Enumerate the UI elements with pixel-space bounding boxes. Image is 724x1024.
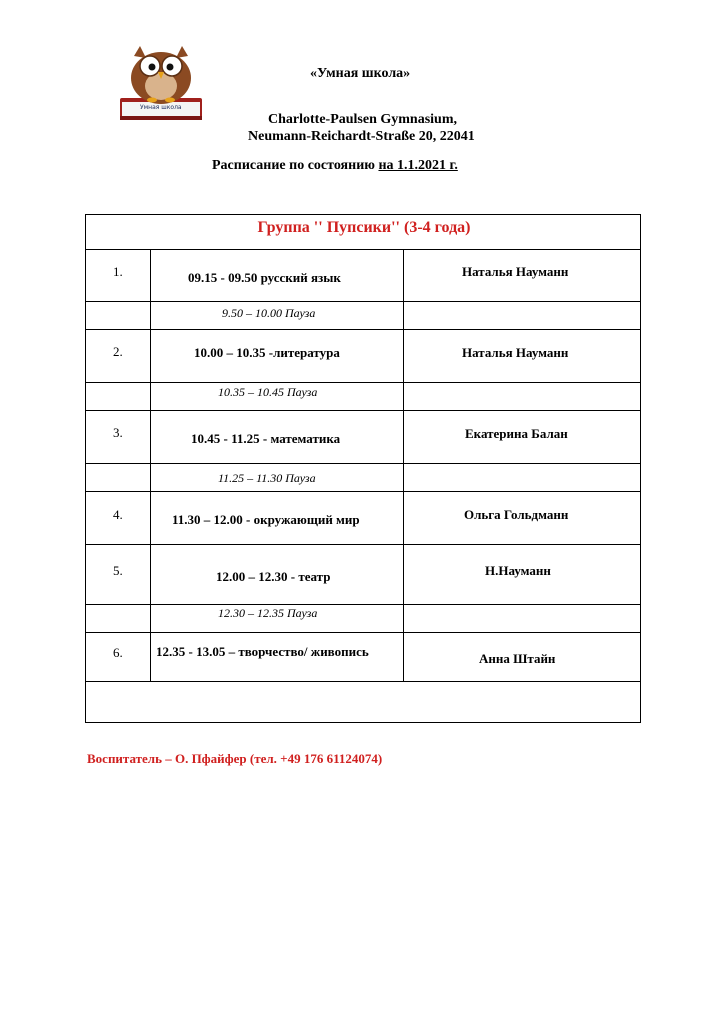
lesson-number: 1. [113, 264, 123, 279]
pause-row: 11.25 – 11.30 Пауза [218, 471, 316, 485]
column-divider [403, 249, 404, 681]
lesson-number: 3. [113, 425, 123, 440]
school-name: «Умная школа» [310, 66, 411, 81]
row-divider [86, 604, 640, 605]
row-divider [86, 544, 640, 545]
row-divider [86, 410, 640, 411]
lesson-time-subject: 09.15 - 09.50 русский язык [188, 270, 341, 285]
row-divider [86, 301, 640, 302]
teacher-name: Анна Штайн [479, 651, 556, 666]
lesson-number: 5. [113, 563, 123, 578]
row-divider [86, 463, 640, 464]
teacher-name: Наталья Науманн [462, 264, 569, 279]
lesson-number: 6. [113, 645, 123, 660]
educator-contact: Воспитатель – О. Пфайфер (тел. +49 176 61124074) [87, 751, 383, 766]
row-divider [86, 681, 640, 682]
row-divider [86, 382, 640, 383]
teacher-name: Екатерина Балан [465, 426, 568, 441]
row-divider [86, 249, 640, 250]
lesson-time-subject: 10.45 - 11.25 - математика [191, 431, 341, 446]
logo-book-text: Умная школа [140, 104, 182, 111]
row-divider [86, 329, 640, 330]
school-logo [118, 42, 204, 124]
pause-row: 12.30 – 12.35 Пауза [218, 606, 318, 620]
pause-row: 10.35 – 10.45 Пауза [218, 385, 318, 399]
lesson-number: 4. [113, 507, 123, 522]
pause-row: 9.50 – 10.00 Пауза [222, 306, 316, 320]
teacher-name: Ольга Гольдманн [464, 507, 569, 522]
row-divider [86, 491, 640, 492]
schedule-title-prefix: Расписание по состоянию [212, 158, 379, 173]
teacher-name: Н.Науманн [485, 563, 551, 578]
lesson-number: 2. [113, 344, 123, 359]
lesson-time-subject: 12.35 - 13.05 – творчество/ живопись [156, 644, 369, 659]
lesson-time-subject: 12.00 – 12.30 - театр [216, 569, 331, 584]
lesson-time-subject: 11.30 – 12.00 - окружающий мир [172, 512, 360, 527]
column-divider [150, 249, 151, 681]
schedule-table [85, 214, 641, 723]
lesson-time-subject: 10.00 – 10.35 -литература [194, 345, 340, 360]
address-line-1: Charlotte-Paulsen Gymnasium, [268, 112, 457, 127]
row-divider [86, 632, 640, 633]
schedule-title [212, 158, 458, 174]
group-title: Группа '' Пупсики'' (3-4 года) [257, 219, 471, 236]
teacher-name: Наталья Науманн [462, 345, 569, 360]
address-line-2: Neumann-Reichardt-Straße 20, 22041 [248, 129, 475, 144]
owl-logo-icon [118, 42, 204, 124]
schedule-date: на 1.1.2021 г. [378, 158, 458, 173]
